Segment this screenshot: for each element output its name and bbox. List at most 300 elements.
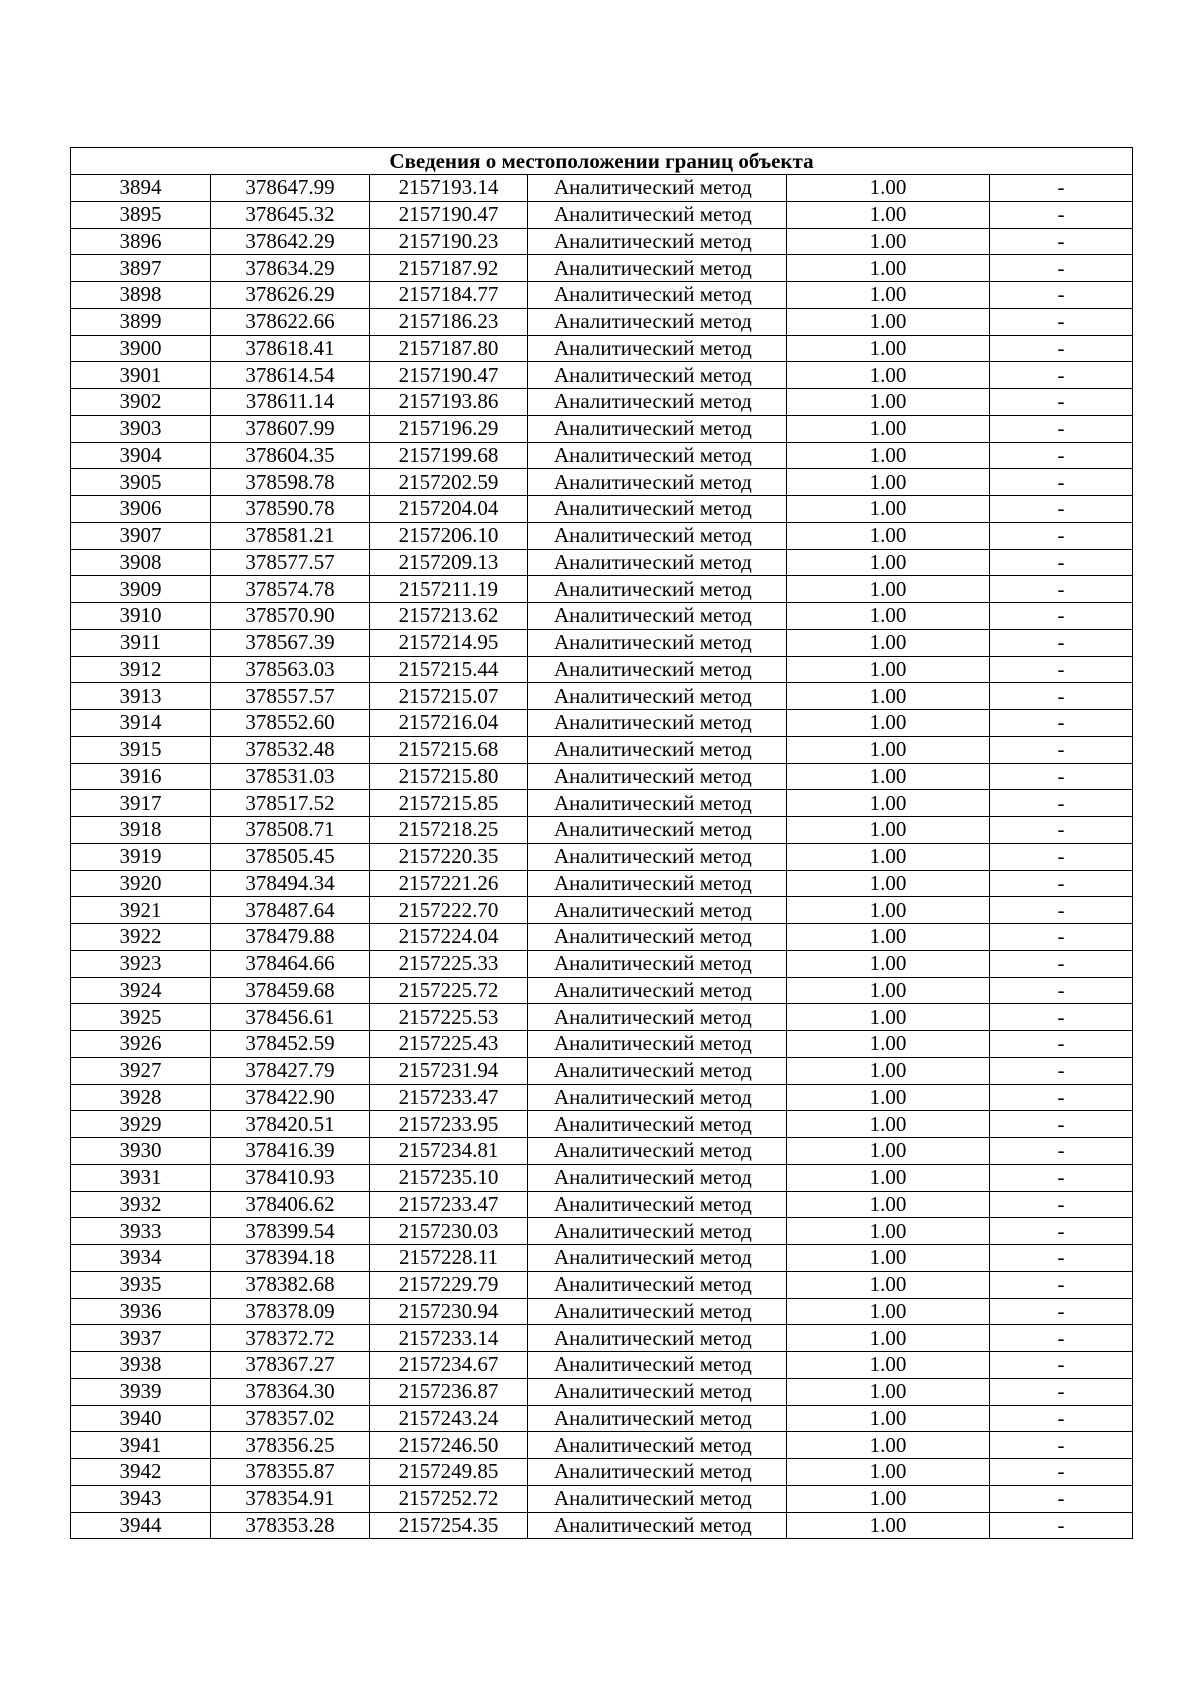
- note-cell: -: [990, 683, 1133, 710]
- table-row: [71, 1378, 1133, 1405]
- table-row: [71, 175, 1133, 202]
- table-row: [71, 282, 1133, 309]
- accuracy-cell: 1.00: [787, 1459, 990, 1486]
- accuracy-cell: 1.00: [787, 1378, 990, 1405]
- accuracy-cell: 1.00: [787, 1218, 990, 1245]
- method-cell: Аналитический метод: [528, 1004, 787, 1031]
- method-cell: Аналитический метод: [528, 442, 787, 469]
- point-number-cell: 3917: [71, 790, 211, 817]
- table-row: [71, 335, 1133, 362]
- table-row: [71, 308, 1133, 335]
- method-cell: Аналитический метод: [528, 924, 787, 951]
- table-row: [71, 415, 1133, 442]
- y-coordinate-cell: 2157231.94: [370, 1057, 528, 1084]
- note-cell: -: [990, 1352, 1133, 1379]
- method-cell: Аналитический метод: [528, 576, 787, 603]
- y-coordinate-cell: 2157235.10: [370, 1164, 528, 1191]
- y-coordinate-cell: 2157254.35: [370, 1512, 528, 1539]
- x-coordinate-cell: 378410.93: [211, 1164, 370, 1191]
- note-cell: -: [990, 790, 1133, 817]
- point-number-cell: 3911: [71, 629, 211, 656]
- y-coordinate-cell: 2157215.85: [370, 790, 528, 817]
- table-row: [71, 736, 1133, 763]
- table-row: [71, 576, 1133, 603]
- accuracy-cell: 1.00: [787, 736, 990, 763]
- method-cell: Аналитический метод: [528, 308, 787, 335]
- x-coordinate-cell: 378494.34: [211, 870, 370, 897]
- note-cell: -: [990, 1057, 1133, 1084]
- y-coordinate-cell: 2157216.04: [370, 710, 528, 737]
- x-coordinate-cell: 378557.57: [211, 683, 370, 710]
- y-coordinate-cell: 2157224.04: [370, 924, 528, 951]
- note-cell: -: [990, 897, 1133, 924]
- point-number-cell: 3899: [71, 308, 211, 335]
- point-number-cell: 3930: [71, 1138, 211, 1165]
- method-cell: Аналитический метод: [528, 870, 787, 897]
- x-coordinate-cell: 378622.66: [211, 308, 370, 335]
- table-row: [71, 1352, 1133, 1379]
- x-coordinate-cell: 378356.25: [211, 1432, 370, 1459]
- point-number-cell: 3942: [71, 1459, 211, 1486]
- method-cell: Аналитический метод: [528, 1138, 787, 1165]
- note-cell: -: [990, 1485, 1133, 1512]
- x-coordinate-cell: 378531.03: [211, 763, 370, 790]
- x-coordinate-cell: 378618.41: [211, 335, 370, 362]
- x-coordinate-cell: 378464.66: [211, 950, 370, 977]
- method-cell: Аналитический метод: [528, 335, 787, 362]
- x-coordinate-cell: 378427.79: [211, 1057, 370, 1084]
- method-cell: Аналитический метод: [528, 897, 787, 924]
- table-row: [71, 629, 1133, 656]
- table-row: [71, 924, 1133, 951]
- note-cell: -: [990, 389, 1133, 416]
- y-coordinate-cell: 2157199.68: [370, 442, 528, 469]
- accuracy-cell: 1.00: [787, 175, 990, 202]
- x-coordinate-cell: 378399.54: [211, 1218, 370, 1245]
- table-row: [71, 710, 1133, 737]
- accuracy-cell: 1.00: [787, 201, 990, 228]
- method-cell: Аналитический метод: [528, 656, 787, 683]
- y-coordinate-cell: 2157243.24: [370, 1405, 528, 1432]
- x-coordinate-cell: 378394.18: [211, 1245, 370, 1272]
- x-coordinate-cell: 378614.54: [211, 362, 370, 389]
- y-coordinate-cell: 2157215.68: [370, 736, 528, 763]
- table-row: [71, 1191, 1133, 1218]
- method-cell: Аналитический метод: [528, 1164, 787, 1191]
- accuracy-cell: 1.00: [787, 870, 990, 897]
- table-row: [71, 1271, 1133, 1298]
- note-cell: -: [990, 255, 1133, 282]
- x-coordinate-cell: 378487.64: [211, 897, 370, 924]
- point-number-cell: 3900: [71, 335, 211, 362]
- note-cell: -: [990, 335, 1133, 362]
- point-number-cell: 3908: [71, 549, 211, 576]
- point-number-cell: 3895: [71, 201, 211, 228]
- x-coordinate-cell: 378456.61: [211, 1004, 370, 1031]
- accuracy-cell: 1.00: [787, 576, 990, 603]
- point-number-cell: 3896: [71, 228, 211, 255]
- note-cell: -: [990, 362, 1133, 389]
- table-row: [71, 897, 1133, 924]
- y-coordinate-cell: 2157230.94: [370, 1298, 528, 1325]
- accuracy-cell: 1.00: [787, 656, 990, 683]
- method-cell: Аналитический метод: [528, 175, 787, 202]
- point-number-cell: 3902: [71, 389, 211, 416]
- x-coordinate-cell: 378532.48: [211, 736, 370, 763]
- table-row: [71, 1084, 1133, 1111]
- point-number-cell: 3897: [71, 255, 211, 282]
- table-row: [71, 522, 1133, 549]
- accuracy-cell: 1.00: [787, 1111, 990, 1138]
- point-number-cell: 3940: [71, 1405, 211, 1432]
- point-number-cell: 3918: [71, 817, 211, 844]
- accuracy-cell: 1.00: [787, 924, 990, 951]
- y-coordinate-cell: 2157246.50: [370, 1432, 528, 1459]
- accuracy-cell: 1.00: [787, 1298, 990, 1325]
- x-coordinate-cell: 378645.32: [211, 201, 370, 228]
- method-cell: Аналитический метод: [528, 977, 787, 1004]
- method-cell: Аналитический метод: [528, 469, 787, 496]
- y-coordinate-cell: 2157234.81: [370, 1138, 528, 1165]
- note-cell: -: [990, 282, 1133, 309]
- y-coordinate-cell: 2157228.11: [370, 1245, 528, 1272]
- x-coordinate-cell: 378459.68: [211, 977, 370, 1004]
- y-coordinate-cell: 2157215.44: [370, 656, 528, 683]
- point-number-cell: 3939: [71, 1378, 211, 1405]
- table-row: [71, 1111, 1133, 1138]
- note-cell: -: [990, 442, 1133, 469]
- method-cell: Аналитический метод: [528, 1245, 787, 1272]
- method-cell: Аналитический метод: [528, 1405, 787, 1432]
- method-cell: Аналитический метод: [528, 228, 787, 255]
- y-coordinate-cell: 2157187.92: [370, 255, 528, 282]
- method-cell: Аналитический метод: [528, 1218, 787, 1245]
- accuracy-cell: 1.00: [787, 683, 990, 710]
- boundary-coordinates-table: [70, 147, 1133, 1539]
- note-cell: -: [990, 870, 1133, 897]
- x-coordinate-cell: 378353.28: [211, 1512, 370, 1539]
- y-coordinate-cell: 2157190.47: [370, 201, 528, 228]
- accuracy-cell: 1.00: [787, 389, 990, 416]
- method-cell: Аналитический метод: [528, 603, 787, 630]
- table-row: [71, 549, 1133, 576]
- table-row: [71, 1138, 1133, 1165]
- y-coordinate-cell: 2157220.35: [370, 843, 528, 870]
- y-coordinate-cell: 2157209.13: [370, 549, 528, 576]
- y-coordinate-cell: 2157222.70: [370, 897, 528, 924]
- note-cell: -: [990, 1164, 1133, 1191]
- point-number-cell: 3924: [71, 977, 211, 1004]
- table-row: [71, 870, 1133, 897]
- table-row: [71, 656, 1133, 683]
- point-number-cell: 3914: [71, 710, 211, 737]
- note-cell: -: [990, 1245, 1133, 1272]
- y-coordinate-cell: 2157190.23: [370, 228, 528, 255]
- table-title-row: [71, 148, 1133, 175]
- point-number-cell: 3907: [71, 522, 211, 549]
- y-coordinate-cell: 2157206.10: [370, 522, 528, 549]
- method-cell: Аналитический метод: [528, 1432, 787, 1459]
- accuracy-cell: 1.00: [787, 1138, 990, 1165]
- accuracy-cell: 1.00: [787, 549, 990, 576]
- method-cell: Аналитический метод: [528, 843, 787, 870]
- x-coordinate-cell: 378634.29: [211, 255, 370, 282]
- note-cell: -: [990, 1405, 1133, 1432]
- method-cell: Аналитический метод: [528, 496, 787, 523]
- y-coordinate-cell: 2157233.47: [370, 1084, 528, 1111]
- x-coordinate-cell: 378581.21: [211, 522, 370, 549]
- accuracy-cell: 1.00: [787, 496, 990, 523]
- note-cell: -: [990, 710, 1133, 737]
- table-row: [71, 1245, 1133, 1272]
- note-cell: -: [990, 1271, 1133, 1298]
- point-number-cell: 3912: [71, 656, 211, 683]
- point-number-cell: 3915: [71, 736, 211, 763]
- x-coordinate-cell: 378577.57: [211, 549, 370, 576]
- method-cell: Аналитический метод: [528, 1191, 787, 1218]
- note-cell: -: [990, 201, 1133, 228]
- accuracy-cell: 1.00: [787, 469, 990, 496]
- y-coordinate-cell: 2157196.29: [370, 415, 528, 442]
- x-coordinate-cell: 378382.68: [211, 1271, 370, 1298]
- accuracy-cell: 1.00: [787, 1405, 990, 1432]
- y-coordinate-cell: 2157221.26: [370, 870, 528, 897]
- point-number-cell: 3932: [71, 1191, 211, 1218]
- accuracy-cell: 1.00: [787, 335, 990, 362]
- table-row: [71, 1218, 1133, 1245]
- y-coordinate-cell: 2157213.62: [370, 603, 528, 630]
- note-cell: -: [990, 415, 1133, 442]
- method-cell: Аналитический метод: [528, 950, 787, 977]
- note-cell: -: [990, 1031, 1133, 1058]
- point-number-cell: 3943: [71, 1485, 211, 1512]
- point-number-cell: 3925: [71, 1004, 211, 1031]
- y-coordinate-cell: 2157229.79: [370, 1271, 528, 1298]
- note-cell: -: [990, 1004, 1133, 1031]
- method-cell: Аналитический метод: [528, 362, 787, 389]
- accuracy-cell: 1.00: [787, 1057, 990, 1084]
- y-coordinate-cell: 2157249.85: [370, 1459, 528, 1486]
- table-row: [71, 977, 1133, 1004]
- point-number-cell: 3936: [71, 1298, 211, 1325]
- x-coordinate-cell: 378590.78: [211, 496, 370, 523]
- method-cell: Аналитический метод: [528, 1459, 787, 1486]
- x-coordinate-cell: 378570.90: [211, 603, 370, 630]
- y-coordinate-cell: 2157225.33: [370, 950, 528, 977]
- point-number-cell: 3903: [71, 415, 211, 442]
- y-coordinate-cell: 2157225.53: [370, 1004, 528, 1031]
- table-row: [71, 442, 1133, 469]
- y-coordinate-cell: 2157193.86: [370, 389, 528, 416]
- accuracy-cell: 1.00: [787, 1004, 990, 1031]
- accuracy-cell: 1.00: [787, 817, 990, 844]
- point-number-cell: 3931: [71, 1164, 211, 1191]
- note-cell: -: [990, 1298, 1133, 1325]
- x-coordinate-cell: 378505.45: [211, 843, 370, 870]
- table-row: [71, 1057, 1133, 1084]
- method-cell: Аналитический метод: [528, 1352, 787, 1379]
- table-row: [71, 843, 1133, 870]
- point-number-cell: 3916: [71, 763, 211, 790]
- table-row: [71, 683, 1133, 710]
- y-coordinate-cell: 2157252.72: [370, 1485, 528, 1512]
- accuracy-cell: 1.00: [787, 1432, 990, 1459]
- y-coordinate-cell: 2157204.04: [370, 496, 528, 523]
- accuracy-cell: 1.00: [787, 282, 990, 309]
- y-coordinate-cell: 2157184.77: [370, 282, 528, 309]
- point-number-cell: 3933: [71, 1218, 211, 1245]
- y-coordinate-cell: 2157202.59: [370, 469, 528, 496]
- accuracy-cell: 1.00: [787, 522, 990, 549]
- point-number-cell: 3920: [71, 870, 211, 897]
- method-cell: Аналитический метод: [528, 201, 787, 228]
- table-row: [71, 1432, 1133, 1459]
- x-coordinate-cell: 378604.35: [211, 442, 370, 469]
- accuracy-cell: 1.00: [787, 308, 990, 335]
- point-number-cell: 3919: [71, 843, 211, 870]
- x-coordinate-cell: 378479.88: [211, 924, 370, 951]
- table-row: [71, 817, 1133, 844]
- note-cell: -: [990, 736, 1133, 763]
- method-cell: Аналитический метод: [528, 736, 787, 763]
- y-coordinate-cell: 2157236.87: [370, 1378, 528, 1405]
- accuracy-cell: 1.00: [787, 950, 990, 977]
- x-coordinate-cell: 378416.39: [211, 1138, 370, 1165]
- table-row: [71, 950, 1133, 977]
- method-cell: Аналитический метод: [528, 790, 787, 817]
- note-cell: -: [990, 950, 1133, 977]
- x-coordinate-cell: 378420.51: [211, 1111, 370, 1138]
- table-row: [71, 1485, 1133, 1512]
- accuracy-cell: 1.00: [787, 1084, 990, 1111]
- table-row: [71, 201, 1133, 228]
- y-coordinate-cell: 2157218.25: [370, 817, 528, 844]
- x-coordinate-cell: 378574.78: [211, 576, 370, 603]
- x-coordinate-cell: 378422.90: [211, 1084, 370, 1111]
- note-cell: -: [990, 1084, 1133, 1111]
- x-coordinate-cell: 378563.03: [211, 656, 370, 683]
- accuracy-cell: 1.00: [787, 763, 990, 790]
- note-cell: -: [990, 924, 1133, 951]
- method-cell: Аналитический метод: [528, 522, 787, 549]
- accuracy-cell: 1.00: [787, 629, 990, 656]
- table-row: [71, 228, 1133, 255]
- note-cell: -: [990, 1191, 1133, 1218]
- x-coordinate-cell: 378364.30: [211, 1378, 370, 1405]
- x-coordinate-cell: 378552.60: [211, 710, 370, 737]
- point-number-cell: 3901: [71, 362, 211, 389]
- note-cell: -: [990, 175, 1133, 202]
- x-coordinate-cell: 378517.52: [211, 790, 370, 817]
- table-row: [71, 469, 1133, 496]
- accuracy-cell: 1.00: [787, 1325, 990, 1352]
- x-coordinate-cell: 378607.99: [211, 415, 370, 442]
- accuracy-cell: 1.00: [787, 1485, 990, 1512]
- point-number-cell: 3894: [71, 175, 211, 202]
- accuracy-cell: 1.00: [787, 1271, 990, 1298]
- point-number-cell: 3926: [71, 1031, 211, 1058]
- point-number-cell: 3922: [71, 924, 211, 951]
- point-number-cell: 3898: [71, 282, 211, 309]
- x-coordinate-cell: 378378.09: [211, 1298, 370, 1325]
- method-cell: Аналитический метод: [528, 1485, 787, 1512]
- method-cell: Аналитический метод: [528, 1512, 787, 1539]
- note-cell: -: [990, 1138, 1133, 1165]
- x-coordinate-cell: 378367.27: [211, 1352, 370, 1379]
- accuracy-cell: 1.00: [787, 362, 990, 389]
- note-cell: -: [990, 843, 1133, 870]
- note-cell: -: [990, 549, 1133, 576]
- accuracy-cell: 1.00: [787, 442, 990, 469]
- note-cell: -: [990, 308, 1133, 335]
- note-cell: -: [990, 1325, 1133, 1352]
- note-cell: -: [990, 656, 1133, 683]
- x-coordinate-cell: 378642.29: [211, 228, 370, 255]
- point-number-cell: 3910: [71, 603, 211, 630]
- table-row: [71, 1031, 1133, 1058]
- point-number-cell: 3909: [71, 576, 211, 603]
- method-cell: Аналитический метод: [528, 1271, 787, 1298]
- accuracy-cell: 1.00: [787, 255, 990, 282]
- note-cell: -: [990, 629, 1133, 656]
- accuracy-cell: 1.00: [787, 415, 990, 442]
- method-cell: Аналитический метод: [528, 389, 787, 416]
- point-number-cell: 3929: [71, 1111, 211, 1138]
- x-coordinate-cell: 378567.39: [211, 629, 370, 656]
- x-coordinate-cell: 378357.02: [211, 1405, 370, 1432]
- point-number-cell: 3906: [71, 496, 211, 523]
- method-cell: Аналитический метод: [528, 1057, 787, 1084]
- method-cell: Аналитический метод: [528, 1378, 787, 1405]
- accuracy-cell: 1.00: [787, 790, 990, 817]
- y-coordinate-cell: 2157233.95: [370, 1111, 528, 1138]
- accuracy-cell: 1.00: [787, 1512, 990, 1539]
- accuracy-cell: 1.00: [787, 897, 990, 924]
- accuracy-cell: 1.00: [787, 228, 990, 255]
- note-cell: -: [990, 1512, 1133, 1539]
- note-cell: -: [990, 469, 1133, 496]
- x-coordinate-cell: 378647.99: [211, 175, 370, 202]
- y-coordinate-cell: 2157230.03: [370, 1218, 528, 1245]
- method-cell: Аналитический метод: [528, 415, 787, 442]
- accuracy-cell: 1.00: [787, 1245, 990, 1272]
- point-number-cell: 3923: [71, 950, 211, 977]
- method-cell: Аналитический метод: [528, 1298, 787, 1325]
- note-cell: -: [990, 1432, 1133, 1459]
- table-row: [71, 255, 1133, 282]
- note-cell: -: [990, 763, 1133, 790]
- table-row: [71, 1164, 1133, 1191]
- table-row: [71, 790, 1133, 817]
- table-row: [71, 1004, 1133, 1031]
- table-row: [71, 1512, 1133, 1539]
- x-coordinate-cell: 378354.91: [211, 1485, 370, 1512]
- method-cell: Аналитический метод: [528, 817, 787, 844]
- method-cell: Аналитический метод: [528, 763, 787, 790]
- x-coordinate-cell: 378626.29: [211, 282, 370, 309]
- method-cell: Аналитический метод: [528, 282, 787, 309]
- note-cell: -: [990, 522, 1133, 549]
- method-cell: Аналитический метод: [528, 1084, 787, 1111]
- table-row: [71, 763, 1133, 790]
- table-body: [71, 148, 1133, 1539]
- note-cell: -: [990, 1459, 1133, 1486]
- y-coordinate-cell: 2157225.72: [370, 977, 528, 1004]
- note-cell: -: [990, 496, 1133, 523]
- y-coordinate-cell: 2157193.14: [370, 175, 528, 202]
- note-cell: -: [990, 1111, 1133, 1138]
- y-coordinate-cell: 2157211.19: [370, 576, 528, 603]
